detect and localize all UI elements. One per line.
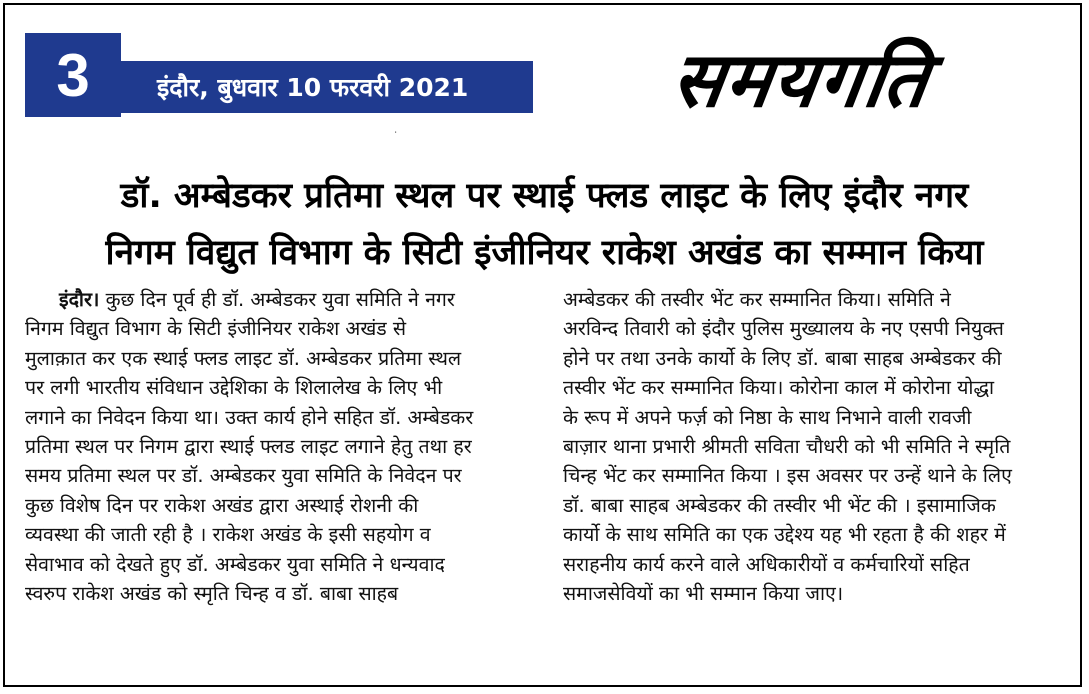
column-line: कुछ विशेष दिन पर राकेश अखंड द्वारा अस्थाई रोशनी की [25, 493, 419, 517]
article-column-left [25, 285, 532, 608]
headline-line-2: निगम विद्युत विभाग के सिटी इंजीनियर राकेश अखंड का सम्मान किया [105, 233, 984, 273]
column-line: व्यवस्था की जाती रही है । राकेश अखंड के इसी सहयोग व [25, 523, 431, 547]
column-line: लगाने का निवेदन किया था। उक्त कार्य होने सहित डॉ. अम्बेडकर [25, 405, 474, 429]
line-text: कुछ दिन पूर्व ही डॉ. अम्बेडकर युवा समिति ने नगर [105, 288, 455, 311]
column-line: समाजसेवियों का भी सम्मान किया जाए। [563, 582, 844, 606]
article-headline [30, 168, 1059, 282]
column-line: सराहनीय कार्य करने वाले अधिकारीयों व कर्मचारियों सहित [563, 552, 970, 576]
page-number: 3 [25, 33, 121, 117]
column-line: समय प्रतिमा स्थल पर डॉ. अम्बेडकर युवा समिति के निवेदन पर [25, 464, 462, 488]
column-line: पर लगी भारतीय संविधान उद्देशिका के शिलालेख के लिए भी [25, 376, 443, 400]
article-dateline: इंदौर। [59, 288, 100, 311]
headline-line-1: डॉ. अम्बेडकर प्रतिमा स्थल पर स्थाई फ्लड लाइट के लिए इंदौर नगर [120, 176, 969, 216]
column-line: चिन्ह भेंट कर सम्मानित किया । इस अवसर पर उन्हें थाने के लिए [563, 464, 1012, 488]
column-line: के रूप में अपने फर्ज़ को निष्ठा के साथ निभाने वाली रावजी [563, 405, 972, 429]
column-line: बाज़ार थाना प्रभारी श्रीमती सविता चौधरी को भी समिति ने स्मृति [563, 435, 1011, 459]
column-line: अरविन्द तिवारी को इंदौर पुलिस मुख्यालय के नए एसपी नियुक्त [563, 317, 1004, 341]
newspaper-logo: समयगति [666, 35, 936, 124]
column-line: मुलाक़ात कर एक स्थाई फ्लड लाइट डॉ. अम्बेडकर प्रतिमा स्थल [25, 346, 462, 370]
column-line: अम्बेडकर की तस्वीर भेंट कर सम्मानित किया। समिति ने [563, 288, 951, 311]
masthead-bar [25, 33, 533, 117]
column-line: निगम विद्युत विभाग के सिटी इंजीनियर राकेश अखंड से [25, 317, 407, 341]
column-line: डॉ. बाबा साहब अम्बेडकर की तस्वीर भी भेंट की । इसामाजिक [563, 493, 996, 517]
dateline-strip: इंदौर, बुधवार 10 फरवरी 2021 [121, 61, 533, 113]
column-line: तस्वीर भेंट कर सम्मानित किया। कोरोना काल में कोरोना योद्धा [563, 376, 995, 400]
column-line: होने पर तथा उनके कार्यो के लिए डॉ. बाबा साहब अम्बेडकर की [563, 346, 1002, 370]
column-line: सेवाभाव को देखते हुए डॉ. अम्बेडकर युवा समिति ने धन्यवाद [25, 552, 445, 576]
column-line: स्वरुप राकेश अखंड को स्मृति चिन्ह व डॉ. बाबा साहब [25, 582, 399, 606]
column-line [25, 285, 532, 314]
printer-mark: ॱ [394, 130, 398, 141]
column-line: कार्यो के साथ समिति का एक उद्देश्य यह भी रहता है की शहर में [563, 523, 1006, 547]
article-column-right [563, 285, 1059, 608]
column-line: प्रतिमा स्थल पर निगम द्वारा स्थाई फ्लड लाइट लगाने हेतु तथा हर [25, 435, 472, 459]
